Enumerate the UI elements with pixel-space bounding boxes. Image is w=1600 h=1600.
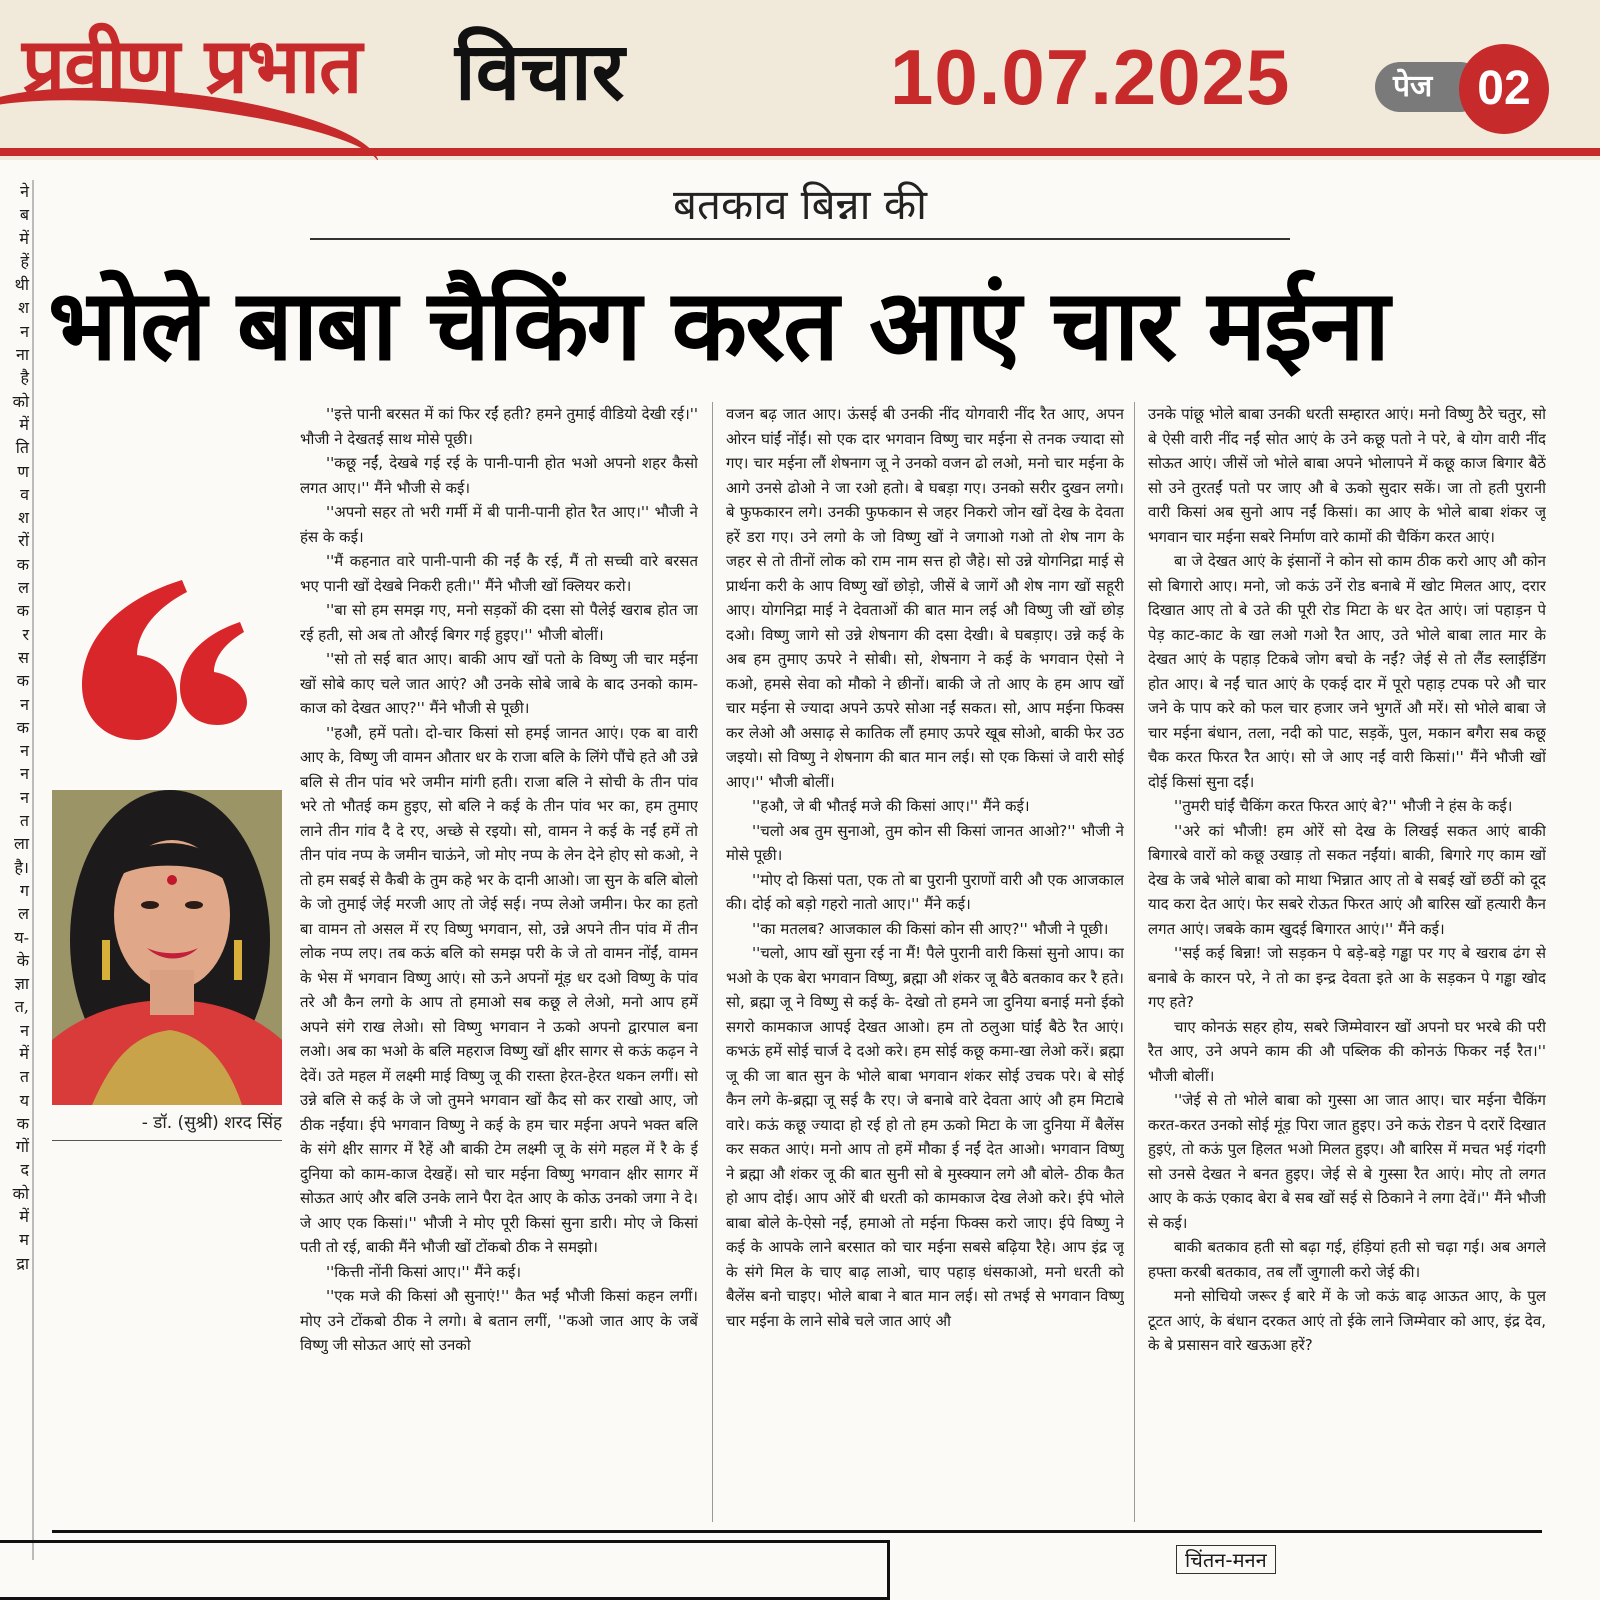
fragment-line: न bbox=[20, 1020, 29, 1040]
article-paragraph: ''सो तो सई बात आए। बाकी आप खों पतो के विष्णु जी चार मईना खों सोबे काए चले जात आएं? औ उनके सोबे जाबे के बाद उनको काम-काज को देखत आए?'' मैंने भौजी से पूछी। bbox=[300, 650, 698, 717]
fragment-line: न bbox=[20, 741, 29, 761]
fragment-line: में bbox=[19, 414, 29, 434]
article-paragraph: ''जेई से तो भोले बाबा को गुस्सा आ जात आए। चार मईना चैकिंग करत-करत उनको सोई मूंड़ पिरा जात हुइए। उने कऊं रोडन पे दरारें दिखात हुइएं, तो कऊं पुल हिलत भओ मिलत हुइए। औ बारिस में मचत भई गंदगी सो उनसे देखत ने बनत हुइए। जेई से बे गुस्सा रैत आएं। मोए तो लगत आए के कऊं एकाद बेरा बे सब खों सई से ठिकाने ने लगा देवें।'' मैंने भौजी से कई। bbox=[1148, 1091, 1546, 1232]
masthead bbox=[0, 0, 1600, 160]
column-divider bbox=[1134, 402, 1135, 1522]
article-paragraph: वजन बढ़ जात आए। ऊंसई बी उनकी नींद योगवारी नींद रैत आए, अपन ओरन घांईं नोंईं। सो एक दार भगवान विष्णु चार मईना से तनक ज्यादा सो गए। चार मईना लौं शेषनाग जू ने उनको वजन ढो लओ, मनो चार मईना के आगे उनसे ढोओ ने जा रओ हतो। बे घबड़ा गए। उनको सरीर दुखन लगो। बे फुफकारन लगे। उनकी फुफकान से जहर निकरो जोन खों देख के देवता हरें डरा गए। उने लगो के जो विष्णु खों ने जगाओ गओ तो शेष नाग के जहर से तो तीनों लोक को राम नाम सत्त हो जैहे। सो उन्ने योगनिद्रा माई से प्रार्थना करी के आप विष्णु खों छोड़ो, जीसें बे जागें औ शेष नाग खों सहूरी आए। योगनिद्रा माई ने देवताओं की बात मान लई औ विष्णु जी खों छोड़ दओ। विष्णु जागे सो उन्ने शेषनाग की दसा देखी। बे घबड़ाए। उन्ने कई के अब हम तुमाए ऊपरे ने सोबी। सो, शेषनाग ने कई के भगवान ऐसो ने कओ, हमसे सेवा को मौको ने छीनों। बाकी जे तो आए के हम आप खों चार मईना से ज्यादा अपने ऊपरे सोआ नईं सकत। सो, आप मईना फिक्स कर लेओ औ असाढ़ से कातिक लौं हमाए ऊपरे खूब सोओ, बाकी फेर उठ जइयो। सो विष्णु ने शेषनाग की बात मान लई। सो एक किसां जे वारी सोई आए।'' भौजी बोलीं। bbox=[726, 405, 1124, 791]
previous-article-fragment bbox=[0, 180, 34, 1560]
article-headline: भोले बाबा चैकिंग करत आएं चार मईना bbox=[48, 269, 1388, 383]
fragment-line: त bbox=[19, 811, 29, 831]
fragment-line: ब bbox=[19, 205, 29, 225]
kicker-rule bbox=[310, 238, 1290, 240]
newspaper-brand: प्रवीण प्रभात bbox=[22, 21, 362, 110]
quote-mark-icon bbox=[82, 580, 252, 740]
fragment-line: न bbox=[20, 764, 29, 784]
fragment-line: थी bbox=[14, 275, 29, 295]
article-column-1 bbox=[300, 402, 698, 1524]
fragment-line: ज्ञा bbox=[14, 974, 29, 994]
page-bottom-rule bbox=[52, 1530, 1542, 1533]
fragment-line: के bbox=[16, 950, 29, 970]
article-paragraph: ''कित्ती नोंनी किसां आए।'' मैंने कई। bbox=[326, 1262, 522, 1281]
section-title: विचार bbox=[455, 25, 625, 118]
fragment-line: ने bbox=[20, 182, 29, 201]
article-paragraph: बाकी बतकाव हती सो बढ़ा गई, हंड़ियां हती सो चढ़ा गई। अब अगले हफ्ता करबी बतकाव, तब लौं जुगाली करो जेई की। bbox=[1148, 1238, 1546, 1281]
article-paragraph: उनके पांछू भोले बाबा उनकी धरती सम्हारत आएं। मनो विष्णु ठैरे चतुर, सो बे ऐसी वारी नींद नईं सोत आएं के उने कछू पतो ने परे, बे योग वारी नींद सोऊत आएं। जीसें जो भोले बाबा अपने भोलापने में कछू काज बिगार बैठें सो उने तुरतईं पतो पर जाए औ बे ऊको सुदार सकें। जा तो हती पुरानी वारी किसां अब सुनो आप नईं किसां। का आए के भोले बाबा शंकर जू भगवान चार मईना सबरे निर्माण वारे कामों की चैकिंग करत आएं। bbox=[1148, 405, 1546, 546]
article-paragraph: ''बा सो हम समझ गए, मनो सड़कों की दसा सो पैलेई खराब होत जा रई हती, सो अब तो औरई बिगर गई हुइए।'' भौजी बोलीं। bbox=[300, 601, 698, 644]
page-label-badge: पेज bbox=[1375, 62, 1485, 112]
article-paragraph: ''मैं कहनात वारे पानी-पानी की नईं कै रई, मैं तो सच्ची वारे बरसत भए पानी खों देखबे निकरी हती।'' मैंने भौजी खों क्लियर करो। bbox=[300, 552, 698, 595]
fragment-line: को bbox=[12, 391, 29, 411]
fragment-line: श bbox=[18, 298, 29, 318]
article-paragraph: ''अरे कां भौजी! हम ओरें सो देख के लिखई सकत आएं बाकी बिगारबे वारों को कछू उखाड़ तो सकत नईंयां। बाकी, बिगारे गए काम खों देख के जबे भोले बाबा को माथा भिन्नात आए तो बे सबई खों छठीं को दूद याद करा देत आएं। फेर सबरे रोऊत फिरत आएं औ बारिस खों हत्यारी कैन लगत आएं। जबके काम खुदई बिगारत आएं।'' मैंने कई। bbox=[1148, 821, 1546, 938]
fragment-line: र bbox=[22, 624, 29, 644]
fragment-line: क bbox=[16, 601, 29, 621]
fragment-line: द bbox=[20, 1160, 29, 1180]
fragment-line: य bbox=[19, 1090, 29, 1110]
article-paragraph: ''हऔ, हमें पतो। दो-चार किसां सो हमई जानत आएं। एक बा वारी आए के, विष्णु जी वामन औतार धर के राजा बलि के लिंगे पौंचे हते औ उन्ने बलि से तीन पांव भरे जमीन मांगी हती। राजा बलि ने सोची के तीन पांव भरे तो भौतई कम हुइए, सो बलि ने कई के तीन पांव भर का, हम तुमाए लाने तीन गांव दै दे रए, अच्छे से रइयो। सो, वामन ने कई के नईं हमें तो तीन पांव नप्प के जमीन चाऊंने, जो मोए नप्प के लेन देने होए सो कओ, ने तो हम सबई से कैबी के तुम कहे भर के दानी आओ। जा सुन के बलि बोलो के जो तुमाई जेई मरजी आए तो जेई सई। नप्प लेओ जमीन। फेर का हतो बा वामन तो असल में रए विष्णु भगवान, सो, उन्ने अपने तीन पांव में तीन लोक नप्प लए। तब कऊं बलि को समझ परी के जे तो वामन नोंईं, वामन के भेस में भगवान विष्णु आएं। सो ऊने अपनों मूंड़ धर दओ विष्णु के पांव तरे औ कैन लगो के आप तो हमाओ सब कछू ले लेओ, मनो आप हमें अपने संगे राख लेओ। सो विष्णु भगवान ने ऊको अपनो द्वारपाल बना लओ। अब का भओ के बलि महराज विष्णु खों क्षीर सागर से कऊं कढ़न ने देवें। उते महल में लक्ष्मी माई विष्णु जू की रास्ता हेरत-हेरत थकन लगीं। सो उन्ने बलि से कई के जे जो तुमने भगवान खों कैद सो कर राखो आए, जो ठीक नईंया। ईपे भगवान विष्णु ने कई के हम चार मईना अपने भक्त बलि के संगे क्षीर सागर में रैहें औ बाकी टेम लक्ष्मी जू के संगे महल में रै के ई दुनिया को काम-काज देखहें। सो चार मईना विष्णु भगवान क्षीर सागर में सोऊत आएं और बलि उनके लाने पैरा देत आए के कोऊ उनको जगा ने दे। जे आए एक किसां।'' भौजी ने मोए पूरी किसां सुना डारी। मोए जे किसां पती तो रई, बाकी मैंने भौजी खों टोंकबो ठीक ने समझो। bbox=[300, 723, 698, 1256]
column-divider bbox=[712, 402, 713, 1522]
article-paragraph: ''चलो अब तुम सुनाओ, तुम कोन सी किसां जानत आओ?'' भौजी ने मोसे पूछी। bbox=[726, 821, 1124, 864]
article-paragraph: ''हऔ, जे बी भौतई मजे की किसां आए।'' मैंने कई। bbox=[752, 797, 1030, 815]
article-paragraph: ''इत्ते पानी बरसत में कां फिर रईं हती? हमने तुमाई वीडियो देखी रई।'' भौजी ने देखतई साथ मोसे पूछी। bbox=[300, 405, 698, 448]
fragment-line: है bbox=[20, 368, 29, 388]
fragment-line: ग bbox=[19, 880, 29, 900]
fragment-line: स bbox=[18, 647, 29, 667]
fragment-line: न bbox=[20, 694, 29, 714]
fragment-line: त bbox=[19, 1067, 29, 1087]
article-paragraph: ''मोए दो किसां पता, एक तो बा पुरानी पुराणों वारी औ एक आजकाल की। दोई को बड़ो गहरो नातो आए।'' मैंने कई। bbox=[726, 870, 1124, 913]
fragment-line: त, bbox=[14, 997, 29, 1017]
fragment-line: म bbox=[19, 1230, 29, 1250]
fragment-line: क bbox=[16, 671, 29, 691]
fragment-line: ला bbox=[14, 834, 29, 854]
article-paragraph: ''कछू नईं, देखबे गई रई के पानी-पानी होत भओ अपनो शहर कैसो लगत आए।'' मैंने भौजी से कई। bbox=[300, 454, 698, 497]
article-paragraph: मनो सोचियो जरूर ई बारे में के जो कऊं बाढ़ आऊत आए, के पुल टूटत आएं, के बंधान दरकत आएं तो ईके लाने जिम्मेवार को आए, इंद्र देव, के बे प्रसासन वारे खऊआ हरें? bbox=[1148, 1287, 1546, 1354]
fragment-line: गों bbox=[15, 1137, 29, 1157]
fragment-line: व bbox=[20, 484, 29, 504]
masthead-red-rule bbox=[0, 148, 1600, 156]
fragment-line: में bbox=[19, 228, 29, 248]
fragment-line: न bbox=[20, 787, 29, 807]
fragment-line: ना bbox=[15, 345, 29, 365]
fragment-line: द्रा bbox=[16, 1253, 29, 1273]
page-number-badge: 02 bbox=[1459, 44, 1549, 134]
article-paragraph: ''तुमरी घांईं चैकिंग करत फिरत आएं बे?'' भौजी ने हंस के कई। bbox=[1174, 797, 1513, 815]
fragment-line: है। bbox=[14, 857, 29, 877]
fragment-line: न bbox=[20, 321, 29, 341]
author-byline: - डॉ. (सुश्री) शरद सिंह bbox=[141, 1113, 282, 1133]
fragment-line: रों bbox=[18, 531, 29, 551]
fragment-line: में bbox=[19, 1207, 29, 1227]
article-paragraph: ''सई कई बिन्ना! जो सड़कन पे बड़े-बड़े गड्ढा पर गए बे खराब ढंग से बनाबे के कारन परे, ने तो का इन्द्र देवता इते आ के सड़कन पे गड्ढा खोद गए हते? bbox=[1148, 944, 1546, 1011]
fragment-line: क bbox=[16, 1113, 29, 1133]
author-portrait-illustration bbox=[52, 790, 282, 1105]
fragment-line: को bbox=[12, 1183, 29, 1203]
article-paragraph: ''एक मजे की किसां औ सुनाएं!'' कैत भईं भौजी किसां कहन लगीं। मोए उने टोंकबो ठीक ने लगो। बे बतान लगीं, ''कओ जात आए के जबें विष्णु जी सोऊत आएं सो उनको bbox=[300, 1287, 698, 1354]
article-paragraph: चाए कोनऊं सहर होय, सबरे जिम्मेवारन खों अपनो घर भरबे की परी रैत आए, उने अपने काम की औ पब्लिक की कोनऊं फिकर नईं रैत।'' भौजी बोलीं। bbox=[1148, 1017, 1546, 1085]
fragment-line: ति bbox=[15, 438, 29, 458]
article-paragraph: ''चलो, आप खों सुना रई ना मैं! पैले पुरानी वारी किसां सुनो आप। का भओ के एक बेरा भगवान विष्णु, ब्रह्मा औ शंकर जू बैठे बतकाव कर रै हते। सो, ब्रह्मा जू ने विष्णु से कई के- देखो तो हमने जा दुनिया बनाई मनो ईको सगरो कामकाज आपई देखत आओ। हम तो ठलुआ घांईं बैठे रैत आएं। कभऊं हमें सोई चार्ज दे दओ करे। हम सोई कछू कमा-खा लेओ करें। ब्रह्मा जू की जा बात सुन के भोले बाबा भगवान शंकर सोई उचक परे। बे सोई कैन लगे के-ब्रह्मा जू सई कै रए। जे बनाबे वारे देवता आएं औ हम मिटाबे वारे। कऊं कछू ज्यादा हो रई हो तो हम ऊको मिटा के जा दुनिया में बैलेंस कर सकत आएं। मनो आप तो हमें मौका ई नईं देत आओ। भगवान विष्णु ने ब्रह्मा औ शंकर जू की बात सुनी सो बे मुस्क्यान लगे औ बोले- ठीक कैत हो आप दोई। आप ओरें बी धरती को कामकाज देख लेओ करे। ईपे भोले बाबा बोले के-ऐसो नईं, हमाओ तो मईना फिक्स करो जाए। ईपे विष्णु ने कई के आपके लाने बरसात को चार मईना सबसे बढ़िया रैहे। आप इंद्र जू के संगे मिल के चाए बाढ़ लाओ, चाए पहाड़ धंसकाओ, मनो धरती को बैलेंस बनो चाइए। भोले बाबा ने बात मान लई। सो तभई से भगवान विष्णु चार मईना के लाने सोबे चले जात आएं औ bbox=[726, 944, 1124, 1330]
article-paragraph: ''अपनो सहर तो भरी गर्मी में बी पानी-पानी होत रैत आए।'' भौजी ने हंस के कई। bbox=[300, 503, 698, 546]
author-photo bbox=[52, 790, 282, 1105]
next-article-box bbox=[0, 1540, 890, 1600]
next-article-title: चिंतन-मनन bbox=[1176, 1545, 1276, 1574]
fragment-line: हें bbox=[20, 251, 29, 271]
author-rule bbox=[52, 1140, 282, 1141]
column-kicker: बतकाव बिन्ना की bbox=[673, 180, 927, 229]
issue-date: 10.07.2025 bbox=[890, 33, 1291, 121]
article-column-2 bbox=[726, 402, 1124, 1524]
article-paragraph: ''का मतलब? आजकाल की किसां कोन सी आए?'' भौजी ने पूछी। bbox=[752, 919, 1109, 938]
fragment-line: ल bbox=[18, 578, 29, 598]
article-paragraph: बा जे देखत आएं के इंसानों ने कोन सो काम ठीक करो आए औ कोन सो बिगारो आए। मनो, जो कऊं उनें रोड बनाबे में खोट मिलत आए, दरार दिखात आए तो बे उते की पूरी रोड मिटा के धर देत आएं। जां पहाड़न पे पेड़ काट-काट के खा लओ गओ रैत आए, उते भोले बाबा लात मार के देखत आएं के पहाड़ टिकबे जोग बचो के नईं? जेई से तो लैंड स्लाईडिंग होत आए। बे नईं चात आएं के एकई दार में पूरो पहाड़ टपक परे औ चार जने के पाप करे को फल चार हजार जने भुगतें औ मरें। सो भोले बाबा जे चार मईना बंधान, तला, नदी को पाट, सड़कें, पुल, मकान बगैरा सब कछू चैक करत फिरत रैत आएं। सो जे आए नईं वारी किसां।'' मैंने भौजी खों दोई किसां सुना दईं। bbox=[1148, 552, 1546, 791]
fragment-line: में bbox=[19, 1043, 29, 1063]
fragment-line: श bbox=[18, 508, 29, 528]
fragment-line: क bbox=[16, 717, 29, 737]
fragment-line: ल bbox=[18, 904, 29, 924]
article-column-3 bbox=[1148, 402, 1546, 1524]
fragment-line: ण bbox=[17, 461, 29, 481]
fragment-line: य- bbox=[14, 927, 29, 947]
fragment-line: क bbox=[16, 554, 29, 574]
